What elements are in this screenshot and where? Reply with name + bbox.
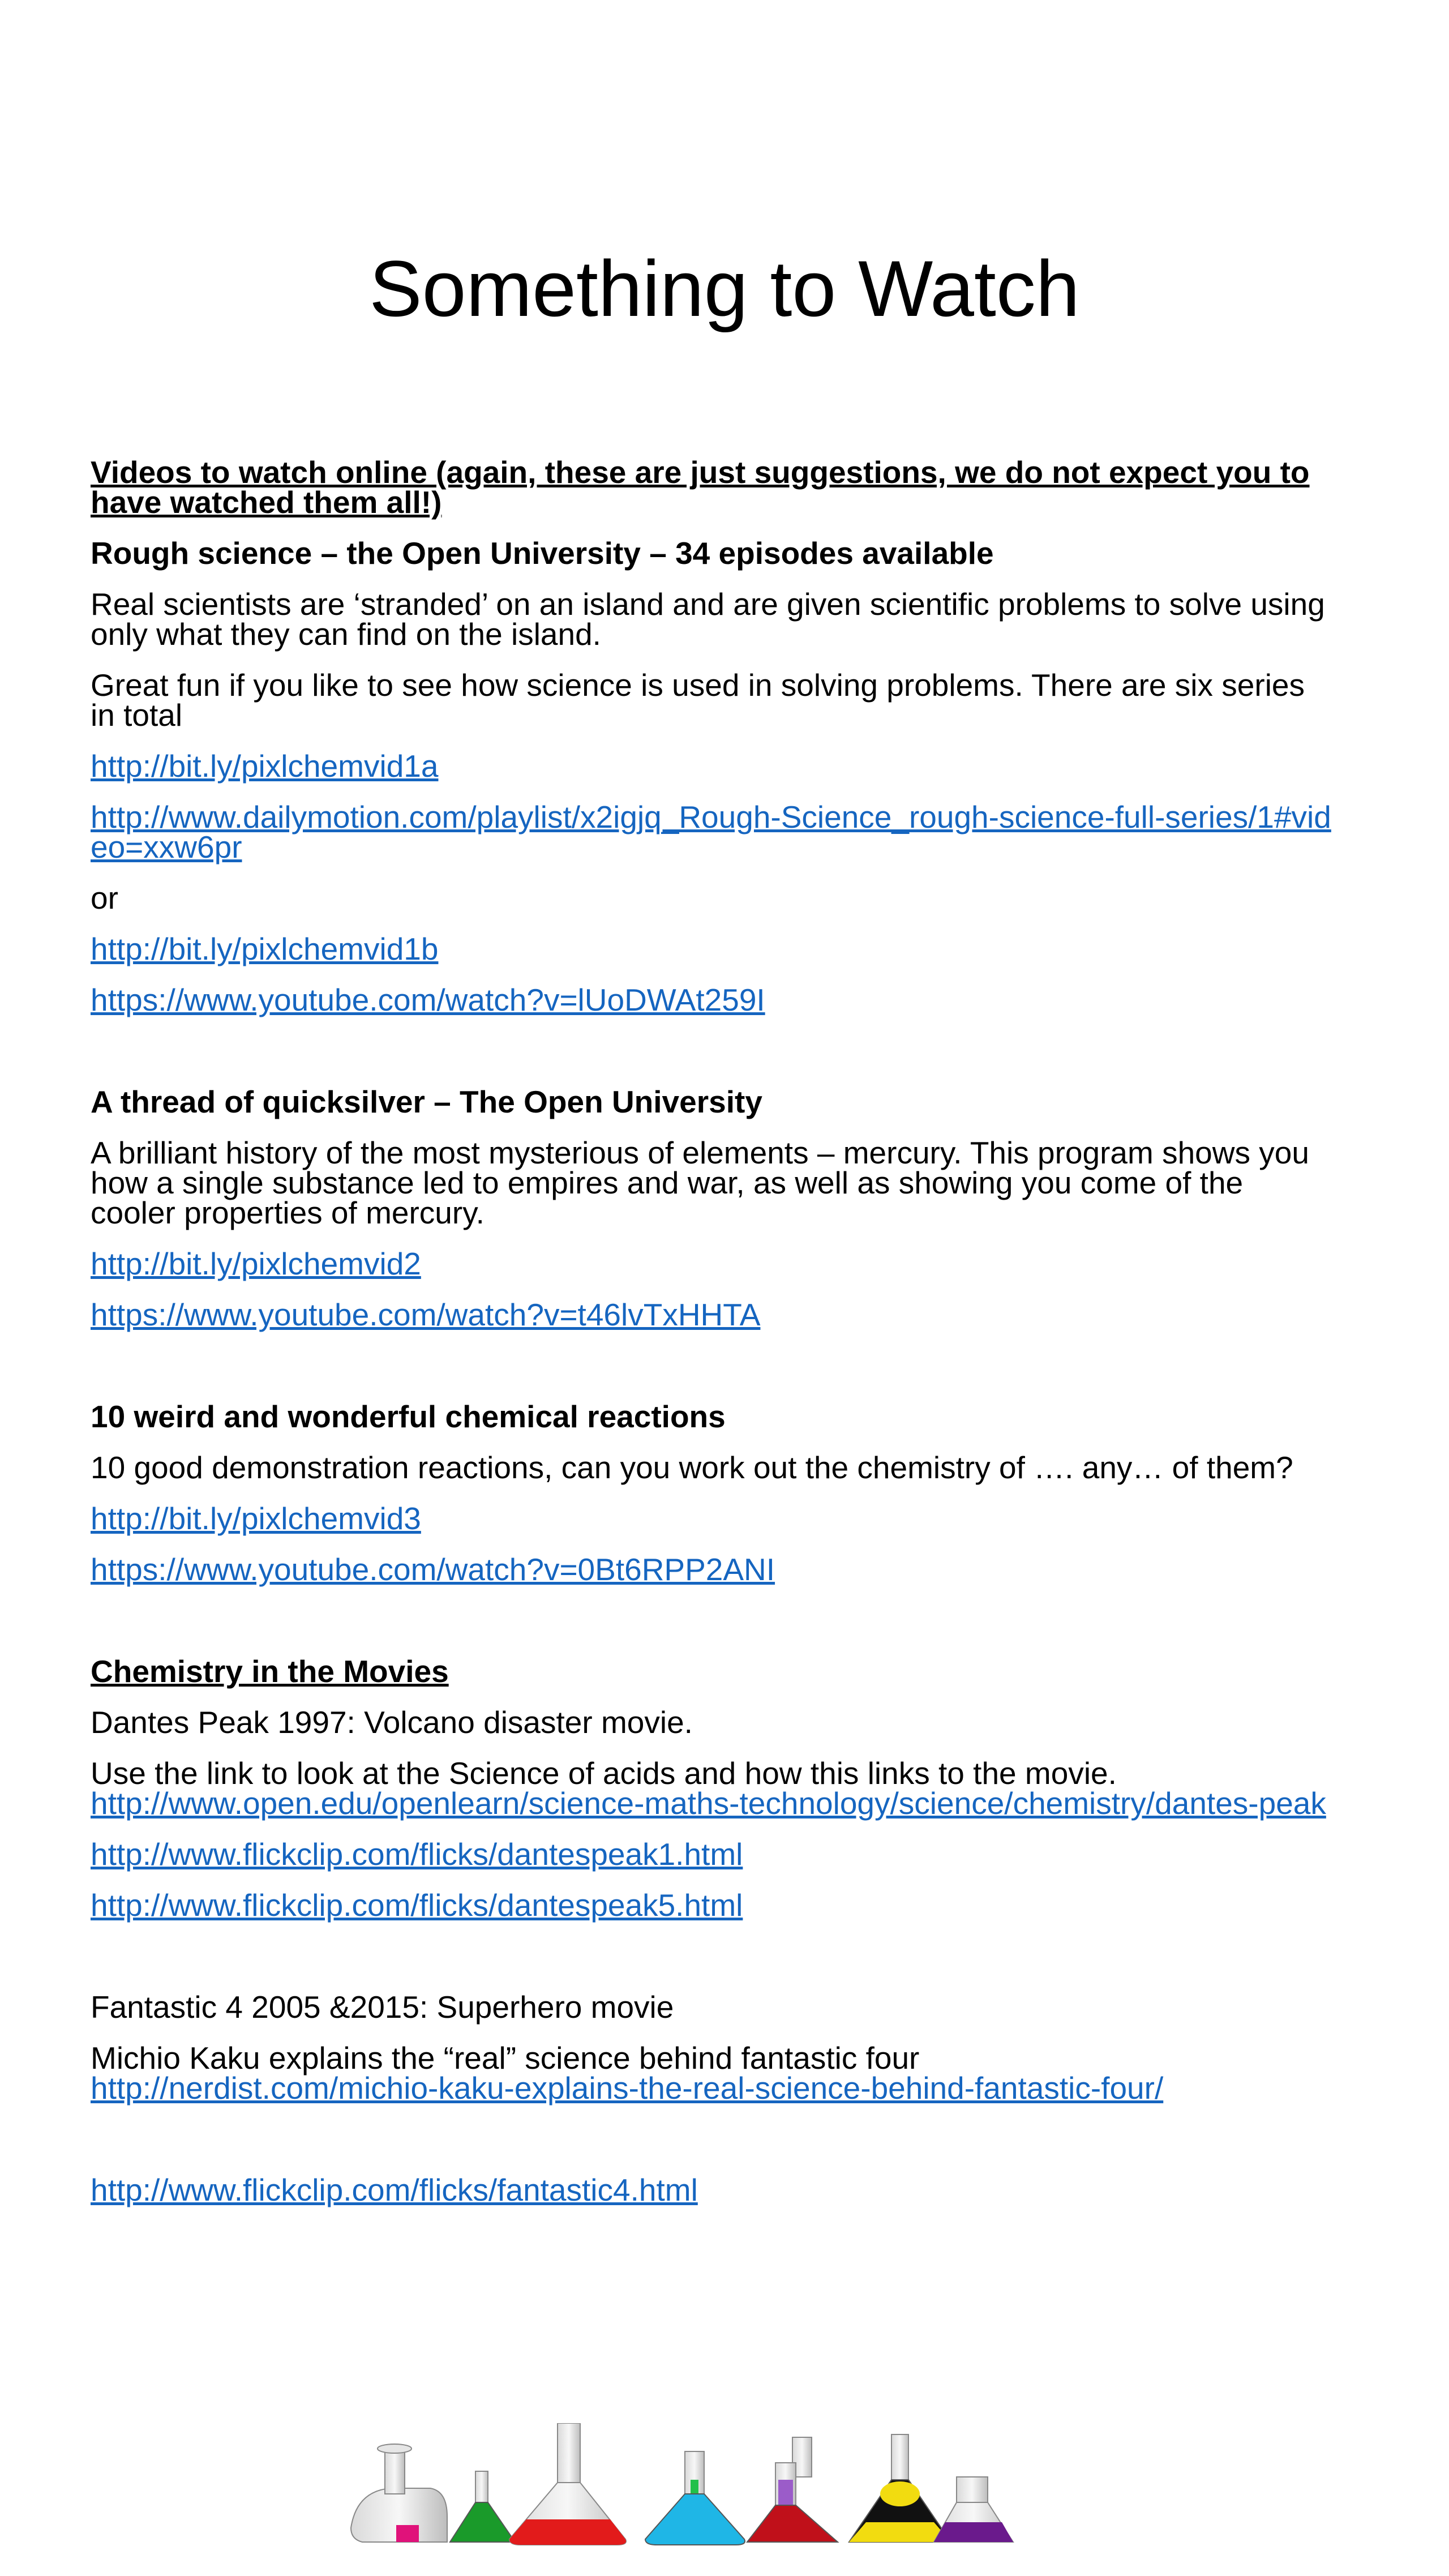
reactions-link-youtube[interactable]: https://www.youtube.com/watch?v=0Bt6RPP2ANI — [91, 1552, 775, 1587]
section-spacer — [91, 2124, 1336, 2175]
fantastic-four-link-flickclip[interactable]: http://www.flickclip.com/flicks/fantastic4.html — [91, 2172, 698, 2207]
section-spacer — [91, 1941, 1336, 1992]
intro-heading: Videos to watch online (again, these are just suggestions, we do not expect you to have watched them all!) — [91, 455, 1310, 520]
flask-purple-red — [747, 2437, 838, 2542]
dantes-peak-link-flickclip-5[interactable]: http://www.flickclip.com/flicks/dantespeak5.html — [91, 1888, 743, 1923]
dantes-peak-link-flickclip-1[interactable]: http://www.flickclip.com/flicks/dantespeak1.html — [91, 1837, 743, 1872]
dantes-peak-description: Use the link to look at the Science of acids and how this links to the movie. — [91, 1756, 1117, 1791]
flask-red — [509, 2423, 626, 2545]
dantes-peak-block — [91, 1756, 1336, 1821]
section-spacer — [91, 1606, 1336, 1657]
reactions-heading: 10 weird and wonderful chemical reactions — [91, 1399, 726, 1434]
section-spacer — [91, 1351, 1336, 1402]
rough-science-link-youtube[interactable]: https://www.youtube.com/watch?v=lUoDWAt259I — [91, 982, 765, 1017]
or-text: or — [91, 880, 118, 915]
flask-yellow — [849, 2434, 951, 2542]
rough-science-description-1: Real scientists are ‘stranded’ on an island and are given scientific problems to solve using only what they can find on the island. — [91, 587, 1325, 652]
flask-violet — [934, 2477, 1013, 2542]
content-body — [91, 457, 1336, 2226]
rough-science-link-bitly-1b[interactable]: http://bit.ly/pixlchemvid1b — [91, 931, 439, 966]
reactions-description: 10 good demonstration reactions, can you work out the chemistry of …. any… of them? — [91, 1450, 1293, 1485]
rough-science-heading: Rough science – the Open University – 34 episodes available — [91, 536, 994, 571]
fantastic-four-block — [91, 2040, 1336, 2106]
quicksilver-link-bitly[interactable]: http://bit.ly/pixlchemvid2 — [91, 1246, 421, 1281]
flask-pink — [351, 2444, 447, 2542]
quicksilver-link-youtube[interactable]: https://www.youtube.com/watch?v=t46lvTxHHTA — [91, 1297, 761, 1332]
reactions-link-bitly[interactable]: http://bit.ly/pixlchemvid3 — [91, 1501, 421, 1536]
chemistry-flasks-illustration-icon — [340, 2423, 1070, 2553]
flask-green — [450, 2471, 515, 2542]
rough-science-link-bitly-1a[interactable]: http://bit.ly/pixlchemvid1a — [91, 748, 439, 784]
movies-heading: Chemistry in the Movies — [91, 1654, 449, 1689]
dantes-peak-link-openlearn[interactable]: http://www.open.edu/openlearn/science-maths-technology/science/chemistry/dantes-peak — [91, 1786, 1326, 1821]
quicksilver-description: A brilliant history of the most mysterious of elements – mercury. This program shows you how a single substance led to empires and war, as well as showing you come of the cooler properties of mercury. — [91, 1135, 1309, 1230]
quicksilver-heading: A thread of quicksilver – The Open University — [91, 1084, 762, 1119]
section-spacer — [91, 1036, 1336, 1087]
flask-blue — [645, 2451, 745, 2545]
dantes-peak-title: Dantes Peak 1997: Volcano disaster movie. — [91, 1705, 693, 1740]
page-title: Something to Watch — [369, 244, 1080, 333]
fantastic-four-title: Fantastic 4 2005 &2015: Superhero movie — [91, 1989, 674, 2025]
rough-science-description-2: Great fun if you like to see how science is used in solving problems. There are six series in total — [91, 667, 1305, 733]
fantastic-four-description: Michio Kaku explains the “real” science behind fantastic four — [91, 2040, 920, 2076]
rough-science-link-dailymotion[interactable]: http://www.dailymotion.com/playlist/x2igjq_Rough-Science_rough-science-full-series/1#video=xxw6pr — [91, 799, 1331, 865]
fantastic-four-link-nerdist[interactable]: http://nerdist.com/michio-kaku-explains-the-real-science-behind-fantastic-four/ — [91, 2070, 1164, 2106]
